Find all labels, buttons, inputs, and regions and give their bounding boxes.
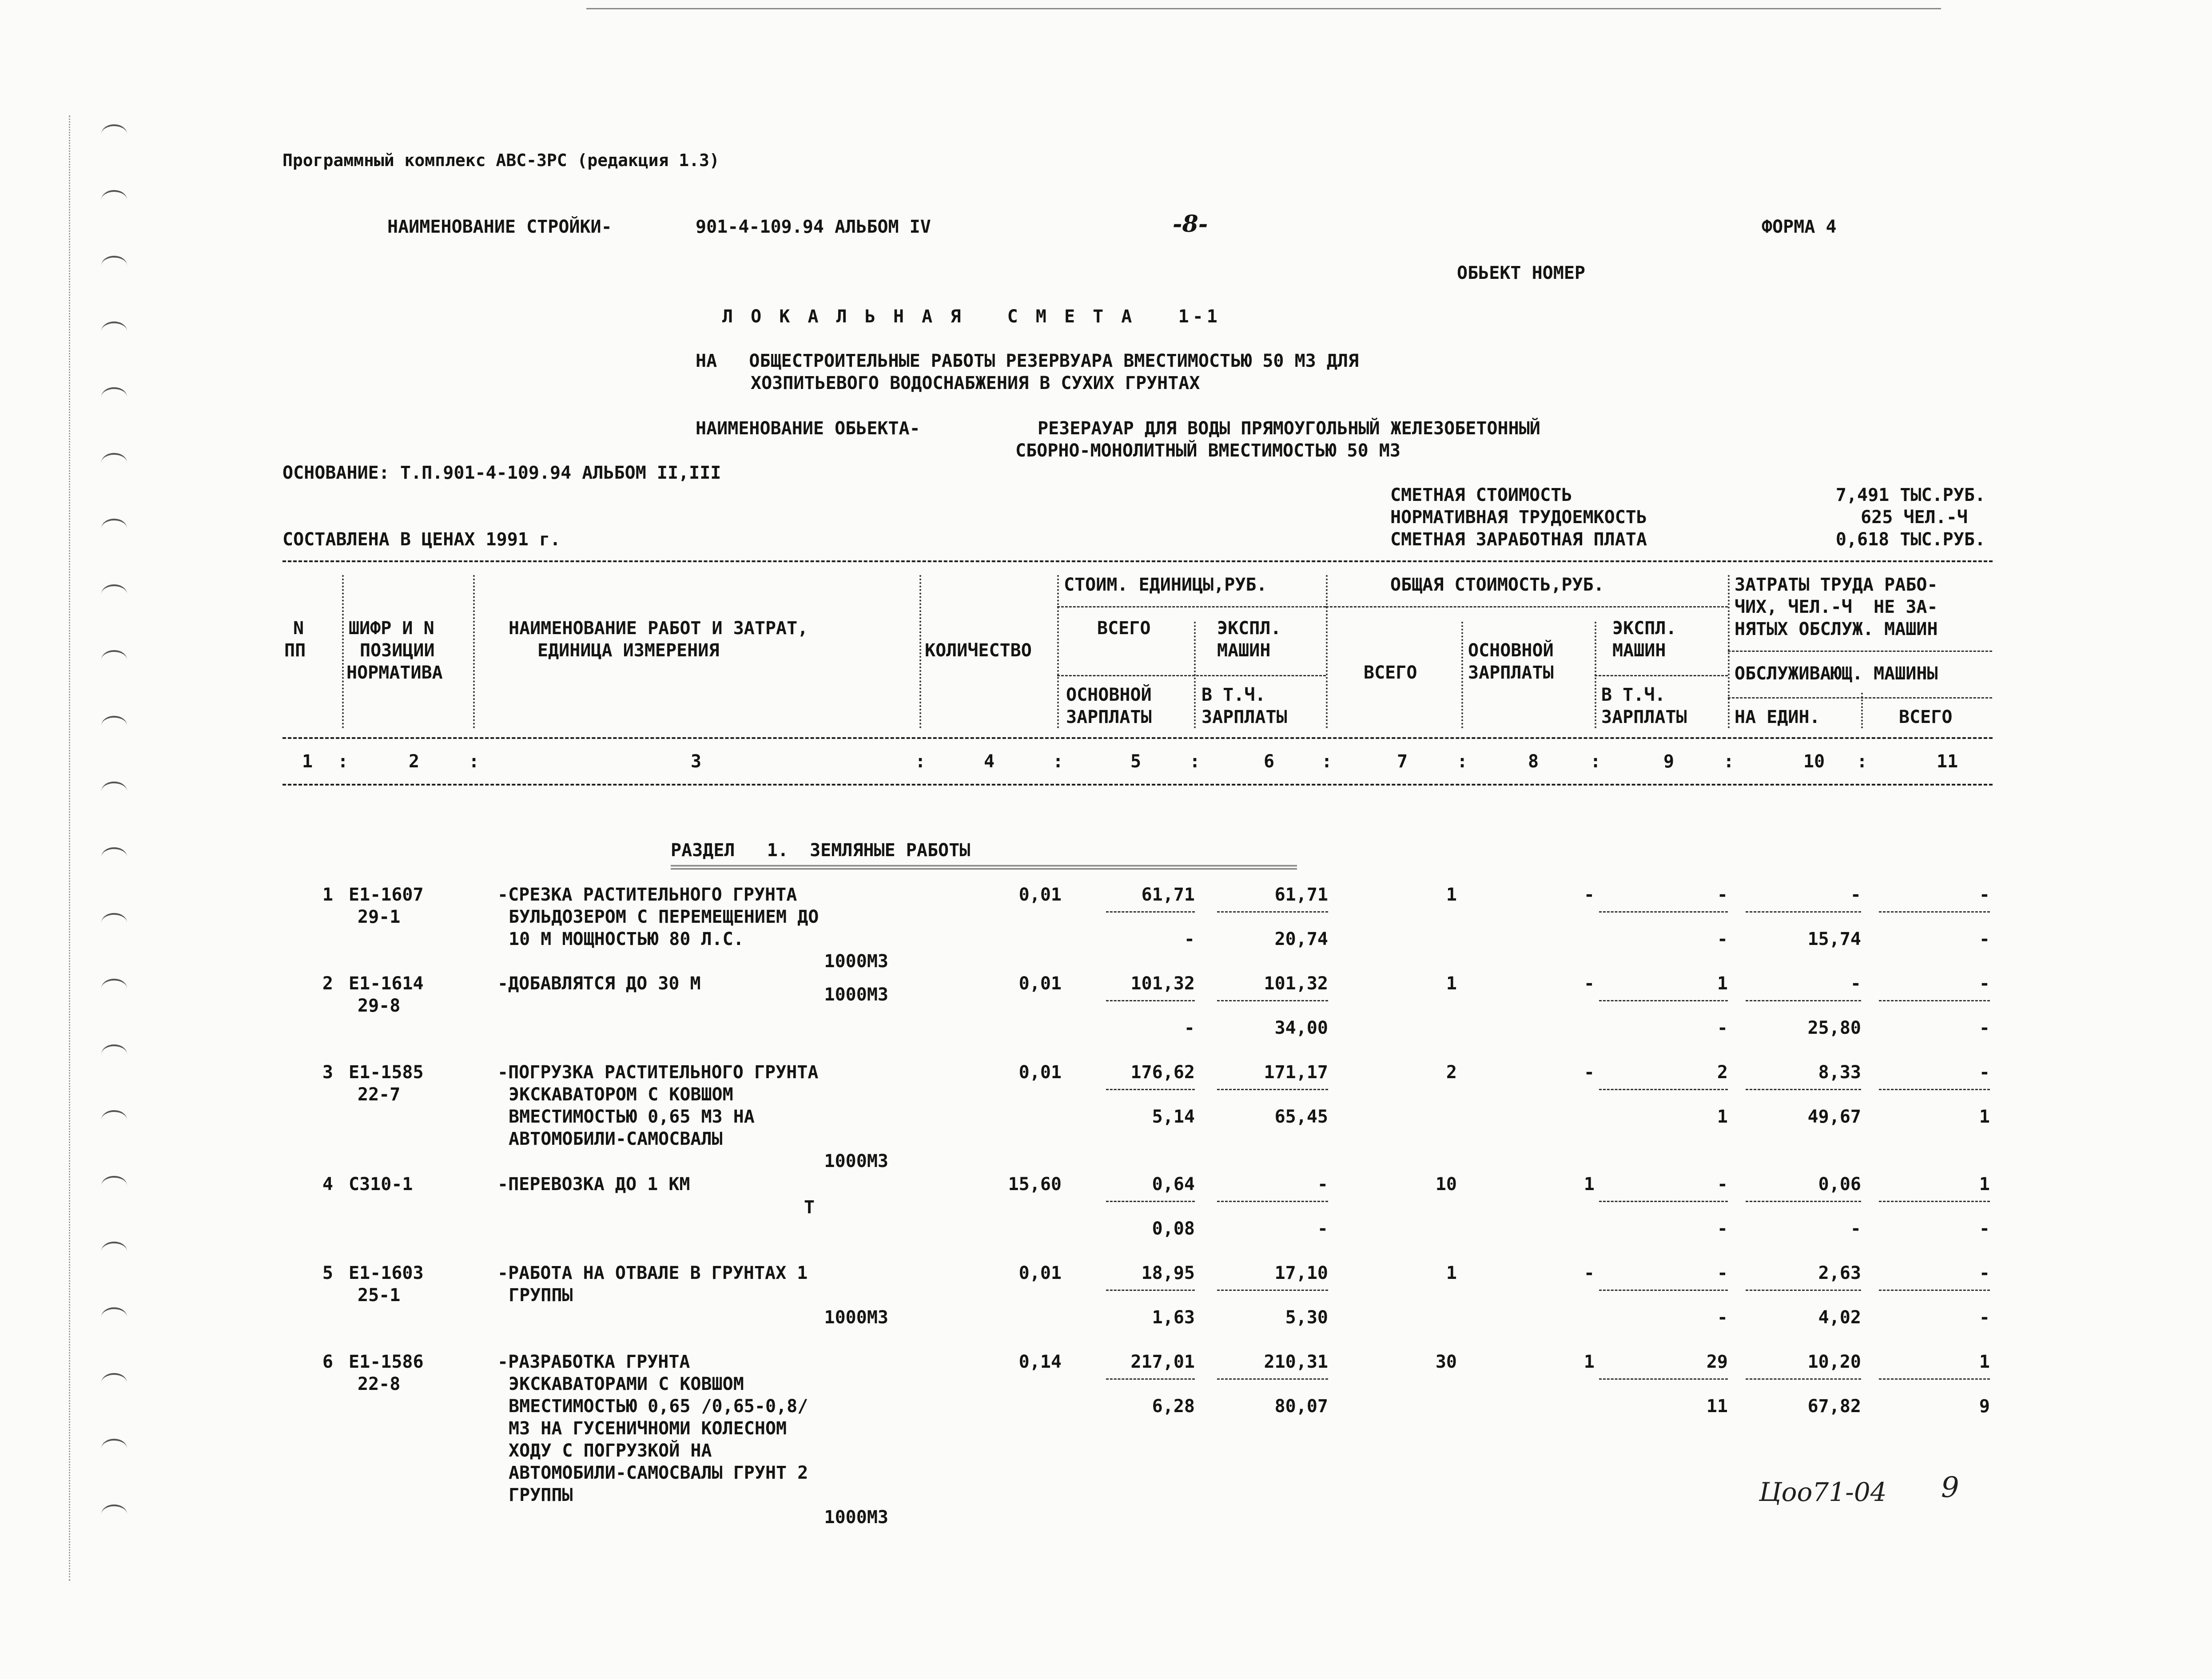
- row-unit: 1000М3: [824, 951, 888, 972]
- row-code: Е1-1614: [349, 973, 424, 994]
- subject-line-1: НА ОБЩЕСТРОИТЕЛЬНЫЕ РАБОТЫ РЕЗЕРВУАРА ВМЕСТИМОСТЬЮ 50 М3 ДЛЯ: [696, 351, 1359, 371]
- hdr-labor-3: НЯТЫХ ОБСЛУЖ. МАШИН: [1735, 619, 1938, 639]
- construction-value: 901-4-109.94 АЛЬБОМ IV: [696, 217, 931, 237]
- cell-divider: [1599, 1000, 1728, 1001]
- binder-hole: [101, 584, 127, 604]
- row-total-machine-wage: -: [1717, 1018, 1728, 1038]
- binder-hole: [101, 979, 127, 998]
- row-name-line: ВМЕСТИМОСТЬЮ 0,65 М3 НА: [509, 1107, 755, 1127]
- col-separator: [1461, 622, 1463, 728]
- cell-divider: [1746, 1378, 1861, 1380]
- row-labor-total: -: [1979, 1018, 1990, 1038]
- row-number: 2: [322, 973, 333, 994]
- column-number: 11: [1937, 751, 1958, 772]
- header-divider: [1728, 651, 1992, 652]
- cell-divider: [1106, 1000, 1195, 1001]
- row-number: 6: [322, 1352, 333, 1372]
- column-number-separator: :: [1590, 751, 1601, 772]
- row-labor-per-unit: 67,82: [1807, 1396, 1861, 1417]
- binder-hole: [101, 1307, 127, 1327]
- cell-divider: [1879, 1201, 1990, 1202]
- section-title: РАЗДЕЛ 1. ЗЕМЛЯНЫЕ РАБОТЫ: [671, 840, 971, 861]
- row-unit: 1000М3: [824, 1151, 888, 1171]
- row-unit-cost-machines: 210,31: [1264, 1352, 1328, 1372]
- summary-value-cost: 7,491 ТЫС.РУБ.: [1835, 485, 1985, 505]
- cell-divider: [1106, 1290, 1195, 1291]
- row-total-machine-wage: -: [1717, 1307, 1728, 1328]
- row-labor-total-machines: 1: [1979, 1352, 1990, 1372]
- row-labor-total: -: [1979, 1219, 1990, 1239]
- binder-hole: [101, 847, 127, 867]
- column-number: 8: [1528, 751, 1539, 772]
- row-quantity: 0,01: [1018, 885, 1062, 905]
- column-number: 9: [1663, 751, 1675, 772]
- hdr-col6-incl-2: ЗАРПЛАТЫ: [1201, 707, 1287, 727]
- object-label: НАИМЕНОВАНИЕ ОБЬЕКТА-: [696, 418, 920, 439]
- row-labor-total-machines: -: [1979, 1263, 1990, 1283]
- row-total-wage: -: [1583, 1263, 1595, 1283]
- row-unit-cost-total: 101,32: [1130, 973, 1195, 994]
- column-number: 4: [984, 751, 995, 772]
- binder-hole: [101, 716, 127, 735]
- hdr-col7-total: ВСЕГО: [1364, 663, 1417, 683]
- row-name-line: ХОДУ С ПОГРУЗКОЙ НА: [509, 1441, 712, 1461]
- summary-label-labor: НОРМАТИВНАЯ ТРУДОЕМКОСТЬ: [1390, 507, 1647, 528]
- binder-hole: [101, 387, 127, 407]
- column-number: 10: [1803, 751, 1825, 772]
- row-code: Е1-1603: [349, 1263, 424, 1283]
- column-number: 5: [1130, 751, 1142, 772]
- row-total-machine-wage: 11: [1706, 1396, 1728, 1417]
- row-quantity: 0,14: [1018, 1352, 1062, 1372]
- row-name-line: АВТОМОБИЛИ-САМОСВАЛЫ: [509, 1129, 723, 1149]
- row-name-line: ЭКСКАВАТОРОМ С КОВШОМ: [509, 1084, 733, 1105]
- row-labor-total: -: [1979, 929, 1990, 949]
- column-number-separator: :: [469, 751, 480, 772]
- hdr-pp: ПП: [284, 640, 306, 661]
- row-total-cost: 10: [1435, 1174, 1457, 1195]
- form-number: ФОРМА 4: [1762, 217, 1837, 237]
- column-number-separator: :: [1053, 751, 1064, 772]
- subject-line-2: ХОЗПИТЬЕВОГО ВОДОСНАБЖЕНИЯ В СУХИХ ГРУНТАХ: [751, 373, 1200, 393]
- row-unit-cost-machine-wage: -: [1317, 1219, 1328, 1239]
- cell-divider: [1879, 1089, 1990, 1090]
- cell-divider: [1599, 911, 1728, 913]
- hdr-col9-incl-1: В Т.Ч.: [1601, 685, 1666, 705]
- col-separator: [1057, 575, 1059, 728]
- column-number: 3: [691, 751, 702, 772]
- row-code-sub: 29-1: [358, 907, 401, 927]
- row-labor-total-machines: 1: [1979, 1174, 1990, 1195]
- binder-hole: [101, 519, 127, 538]
- binder-hole: [101, 1044, 127, 1064]
- object-number-label: ОБЬЕКТ НОМЕР: [1457, 263, 1585, 283]
- price-level: СОСТАВЛЕНА В ЦЕНАХ 1991 г.: [282, 529, 561, 550]
- row-unit-cost-machines: 101,32: [1264, 973, 1328, 994]
- row-unit-cost-machines: 17,10: [1274, 1263, 1328, 1283]
- row-name-line: ГРУППЫ: [509, 1485, 573, 1505]
- row-unit-cost-total: 18,95: [1141, 1263, 1195, 1283]
- row-labor-per-unit: 15,74: [1807, 929, 1861, 949]
- row-total-machines: -: [1717, 1174, 1728, 1195]
- hdr-col5-wage-2: ЗАРПЛАТЫ: [1066, 707, 1152, 727]
- hdr-qty: КОЛИЧЕСТВО: [925, 640, 1032, 661]
- column-number: 7: [1397, 751, 1408, 772]
- row-name-line: -ПОГРУЗКА РАСТИТЕЛЬНОГО ГРУНТА: [497, 1062, 819, 1083]
- row-total-cost: 1: [1446, 1263, 1457, 1283]
- binder-hole: [101, 1439, 127, 1458]
- cell-divider: [1746, 1089, 1861, 1090]
- object-line-2: СБОРНО-МОНОЛИТНЫЙ ВМЕСТИМОСТЬЮ 50 М3: [1015, 441, 1400, 461]
- row-labor-total: -: [1979, 1307, 1990, 1328]
- summary-value-labor: 625 ЧЕЛ.-Ч: [1861, 507, 1968, 528]
- binder-hole: [101, 256, 127, 275]
- row-unit-cost-machine-wage: 20,74: [1274, 929, 1328, 949]
- row-labor-per-unit: -: [1850, 1219, 1861, 1239]
- row-total-wage: -: [1583, 1062, 1595, 1083]
- row-labor-per-unit-machines: 10,20: [1807, 1352, 1861, 1372]
- row-number: 5: [322, 1263, 333, 1283]
- row-number: 1: [322, 885, 333, 905]
- row-total-cost: 1: [1446, 973, 1457, 994]
- binder-hole: [101, 650, 127, 670]
- row-name-line: М3 НА ГУСЕНИЧНОМИ КОЛЕСНОМ: [509, 1418, 787, 1439]
- row-code: С310-1: [349, 1174, 413, 1195]
- cell-divider: [1106, 1201, 1195, 1202]
- row-name-line: -РАЗРАБОТКА ГРУНТА: [497, 1352, 690, 1372]
- hdr-col6-expl-1: ЭКСПЛ.: [1217, 618, 1281, 639]
- row-unit-cost-machine-wage: 5,30: [1285, 1307, 1328, 1328]
- cell-divider: [1106, 1378, 1195, 1380]
- cell-divider: [1599, 1089, 1728, 1090]
- row-name-line: -ДОБАВЛЯТСЯ ДО 30 М: [497, 973, 701, 994]
- hdr-n: N: [293, 618, 304, 639]
- hdr-col9-incl-2: ЗАРПЛАТЫ: [1601, 707, 1687, 727]
- row-number: 4: [322, 1174, 333, 1195]
- row-labor-total-machines: -: [1979, 1062, 1990, 1083]
- row-unit: 1000М3: [824, 1507, 888, 1528]
- program-name: Программный комплекс АВС-3РС (редакция 1.3): [282, 151, 720, 170]
- hdr-col9-expl-1: ЭКСПЛ.: [1612, 618, 1677, 639]
- col-separator: [1326, 575, 1328, 728]
- cell-divider: [1879, 1000, 1990, 1001]
- cell-divider: [1599, 1201, 1728, 1202]
- row-labor-per-unit-machines: 0,06: [1818, 1174, 1861, 1195]
- cell-divider: [1217, 1000, 1328, 1001]
- construction-label: НАИМЕНОВАНИЕ СТРОЙКИ-: [387, 217, 612, 237]
- row-labor-per-unit-machines: 2,63: [1818, 1263, 1861, 1283]
- header-divider: [1595, 675, 1728, 676]
- row-total-machines: -: [1717, 1263, 1728, 1283]
- row-total-machine-wage: -: [1717, 1219, 1728, 1239]
- row-unit-cost-wage: 0,08: [1152, 1219, 1195, 1239]
- row-unit-cost-total: 217,01: [1130, 1352, 1195, 1372]
- row-total-cost: 30: [1435, 1352, 1457, 1372]
- column-number-separator: :: [1723, 751, 1735, 772]
- row-total-wage: 1: [1583, 1174, 1595, 1195]
- row-name-line: 10 М МОЩНОСТЬЮ 80 Л.С.: [509, 929, 744, 949]
- row-code-sub: 22-8: [358, 1374, 401, 1394]
- header-divider: [1728, 697, 1992, 699]
- hdr-name-1: НАИМЕНОВАНИЕ РАБОТ И ЗАТРАТ,: [509, 618, 808, 639]
- row-quantity: 0,01: [1018, 1062, 1062, 1083]
- handwritten-page-number: 9: [1941, 1471, 1959, 1504]
- basis: ОСНОВАНИЕ: Т.П.901-4-109.94 АЛЬБОМ II,III: [282, 463, 721, 483]
- row-name-line: -ПЕРЕВОЗКА ДО 1 КМ: [497, 1174, 690, 1195]
- hdr-labor-1: ЗАТРАТЫ ТРУДА РАБО-: [1735, 575, 1938, 595]
- hdr-code-3: НОРМАТИВА: [346, 663, 443, 683]
- column-number: 6: [1264, 751, 1275, 772]
- col-separator: [342, 575, 344, 728]
- row-unit-cost-wage: -: [1184, 929, 1195, 949]
- row-unit: 1000М3: [824, 1307, 888, 1328]
- column-number: 2: [409, 751, 420, 772]
- hdr-name-2: ЕДИНИЦА ИЗМЕРЕНИЯ: [537, 640, 720, 661]
- row-total-machines: 29: [1706, 1352, 1728, 1372]
- cell-divider: [1879, 1290, 1990, 1291]
- row-code-sub: 29-8: [358, 996, 401, 1016]
- row-labor-total: 9: [1979, 1396, 1990, 1417]
- binder-hole: [101, 124, 127, 144]
- row-code-sub: 25-1: [358, 1285, 401, 1306]
- row-unit-cost-machines: 171,17: [1264, 1062, 1328, 1083]
- binder-hole: [101, 1504, 127, 1524]
- row-total-machine-wage: 1: [1717, 1107, 1728, 1127]
- cell-divider: [1879, 1378, 1990, 1380]
- hdr-per-unit: НА ЕДИН.: [1735, 707, 1820, 727]
- row-total-machines: 2: [1717, 1062, 1728, 1083]
- row-code: Е1-1607: [349, 885, 424, 905]
- row-unit-cost-total: 176,62: [1130, 1062, 1195, 1083]
- row-labor-per-unit-machines: 8,33: [1818, 1062, 1861, 1083]
- row-unit-cost-total: 0,64: [1152, 1174, 1195, 1195]
- table-top-border: [282, 560, 1993, 562]
- column-number: 1: [302, 751, 313, 772]
- binder-hole: [101, 1176, 127, 1195]
- row-labor-total-machines: -: [1979, 973, 1990, 994]
- cell-divider: [1746, 1290, 1861, 1291]
- row-unit: 1000М3: [824, 984, 888, 1005]
- hdr-col6-incl-1: В Т.Ч.: [1201, 685, 1266, 705]
- row-labor-total-machines: -: [1979, 885, 1990, 905]
- cell-divider: [1599, 1290, 1728, 1291]
- column-number-separator: :: [1457, 751, 1468, 772]
- hdr-col8-wage-1: ОСНОВНОЙ: [1468, 640, 1554, 661]
- row-total-machines: 1: [1717, 973, 1728, 994]
- cell-divider: [1746, 911, 1861, 913]
- binder-hole: [101, 1110, 127, 1130]
- row-labor-total: 1: [1979, 1107, 1990, 1127]
- row-total-machines: -: [1717, 885, 1728, 905]
- hdr-col8-wage-2: ЗАРПЛАТЫ: [1468, 663, 1554, 683]
- column-numbers-bottom-border: [282, 784, 1993, 786]
- row-unit-cost-machines: 61,71: [1274, 885, 1328, 905]
- binder-hole: [101, 913, 127, 933]
- perforation-line: [69, 115, 70, 1581]
- row-total-wage: -: [1583, 973, 1595, 994]
- hdr-labor-total: ВСЕГО: [1899, 707, 1953, 727]
- row-unit-cost-wage: 6,28: [1152, 1396, 1195, 1417]
- row-total-wage: -: [1583, 885, 1595, 905]
- cell-divider: [1217, 1290, 1328, 1291]
- row-name-line: -СРЕЗКА РАСТИТЕЛЬНОГО ГРУНТА: [497, 885, 797, 905]
- binder-hole: [101, 1373, 127, 1393]
- cell-divider: [1879, 911, 1990, 913]
- header-divider: [1326, 606, 1728, 607]
- row-name-line: АВТОМОБИЛИ-САМОСВАЛЫ ГРУНТ 2: [509, 1463, 808, 1483]
- binder-hole: [101, 782, 127, 801]
- binder-hole: [101, 453, 127, 472]
- column-number-separator: :: [915, 751, 926, 772]
- cell-divider: [1599, 1378, 1728, 1380]
- header-divider: [1057, 675, 1326, 676]
- hdr-col5-total: ВСЕГО: [1097, 618, 1151, 639]
- row-unit-cost-machine-wage: 65,45: [1274, 1107, 1328, 1127]
- row-code-sub: 22-7: [358, 1084, 401, 1105]
- column-number-separator: :: [1190, 751, 1201, 772]
- row-total-wage: 1: [1583, 1352, 1595, 1372]
- cell-divider: [1217, 1089, 1328, 1090]
- cell-divider: [1746, 1000, 1861, 1001]
- row-quantity: 0,01: [1018, 973, 1062, 994]
- row-labor-per-unit-machines: -: [1850, 885, 1861, 905]
- hdr-col9-expl-2: МАШИН: [1612, 640, 1666, 661]
- row-name-line: -РАБОТА НА ОТВАЛЕ В ГРУНТАХ 1: [497, 1263, 808, 1283]
- column-number-separator: :: [1321, 751, 1333, 772]
- hdr-col5-wage-1: ОСНОВНОЙ: [1066, 685, 1152, 705]
- row-total-machine-wage: -: [1717, 929, 1728, 949]
- row-unit-cost-wage: -: [1184, 1018, 1195, 1038]
- row-unit-cost-wage: 5,14: [1152, 1107, 1195, 1127]
- cell-divider: [1217, 911, 1328, 913]
- row-quantity: 15,60: [1008, 1174, 1062, 1195]
- header-bottom-border: [282, 737, 1993, 739]
- object-line-1: РЕЗЕРАУАР ДЛЯ ВОДЫ ПРЯМОУГОЛЬНЫЙ ЖЕЛЕЗОБЕТОННЫЙ: [1038, 418, 1540, 439]
- top-edge-line: [586, 8, 1941, 9]
- hdr-col6-expl-2: МАШИН: [1217, 640, 1271, 661]
- row-name-line: ВМЕСТИМОСТЬЮ 0,65 /0,65-0,8/: [509, 1396, 808, 1417]
- handwritten-note: Цоо71-04: [1759, 1477, 1887, 1507]
- header-divider: [1057, 606, 1326, 607]
- cell-divider: [1217, 1201, 1328, 1202]
- row-labor-per-unit: 49,67: [1807, 1107, 1861, 1127]
- binder-hole: [101, 190, 127, 210]
- row-unit-cost-machines: -: [1317, 1174, 1328, 1195]
- row-unit-cost-wage: 1,63: [1152, 1307, 1195, 1328]
- cell-divider: [1106, 911, 1195, 913]
- row-number: 3: [322, 1062, 333, 1083]
- row-labor-per-unit: 25,80: [1807, 1018, 1861, 1038]
- row-unit-cost-total: 61,71: [1141, 885, 1195, 905]
- row-total-cost: 1: [1446, 885, 1457, 905]
- page-number-mark: -8-: [1173, 210, 1208, 238]
- row-unit-cost-machine-wage: 80,07: [1274, 1396, 1328, 1417]
- row-labor-per-unit: 4,02: [1818, 1307, 1861, 1328]
- row-total-cost: 2: [1446, 1062, 1457, 1083]
- summary-value-wage: 0,618 ТЫС.РУБ.: [1835, 529, 1985, 550]
- hdr-labor-4: ОБСЛУЖИВАЮЩ. МАШИНЫ: [1735, 663, 1938, 684]
- summary-label-cost: СМЕТНАЯ СТОИМОСТЬ: [1390, 485, 1572, 505]
- hdr-code-1: ШИФР И N: [349, 618, 434, 639]
- column-number-separator: :: [1857, 751, 1868, 772]
- row-code: Е1-1585: [349, 1062, 424, 1083]
- binder-hole: [101, 1242, 127, 1261]
- row-code: Е1-1586: [349, 1352, 424, 1372]
- hdr-unit-cost: СТОИМ. ЕДИНИЦЫ,РУБ.: [1064, 575, 1267, 595]
- cell-divider: [1217, 1378, 1328, 1380]
- col-separator: [919, 575, 921, 728]
- row-name-line: ГРУППЫ: [509, 1285, 573, 1306]
- hdr-total-cost: ОБЩАЯ СТОИМОСТЬ,РУБ.: [1390, 575, 1604, 595]
- row-unit: Т: [804, 1197, 815, 1218]
- row-name-line: БУЛЬДОЗЕРОМ С ПЕРЕМЕЩЕНИЕМ ДО: [509, 907, 819, 927]
- summary-label-wage: СМЕТНАЯ ЗАРАБОТНАЯ ПЛАТА: [1390, 529, 1647, 550]
- document-title: Л О К А Л Ь Н А Я С М Е Т А 1-1: [722, 306, 1221, 327]
- cell-divider: [1746, 1201, 1861, 1202]
- hdr-labor-2: ЧИХ, ЧЕЛ.-Ч НЕ ЗА-: [1735, 597, 1938, 617]
- cell-divider: [1106, 1089, 1195, 1090]
- section-underline: [671, 865, 1297, 869]
- row-unit-cost-machine-wage: 34,00: [1274, 1018, 1328, 1038]
- row-labor-per-unit-machines: -: [1850, 973, 1861, 994]
- binder-hole: [101, 322, 127, 341]
- column-number-separator: :: [338, 751, 349, 772]
- col-separator: [473, 575, 475, 728]
- hdr-code-2: ПОЗИЦИИ: [360, 640, 435, 661]
- row-name-line: ЭКСКАВАТОРАМИ С КОВШОМ: [509, 1374, 744, 1394]
- row-quantity: 0,01: [1018, 1263, 1062, 1283]
